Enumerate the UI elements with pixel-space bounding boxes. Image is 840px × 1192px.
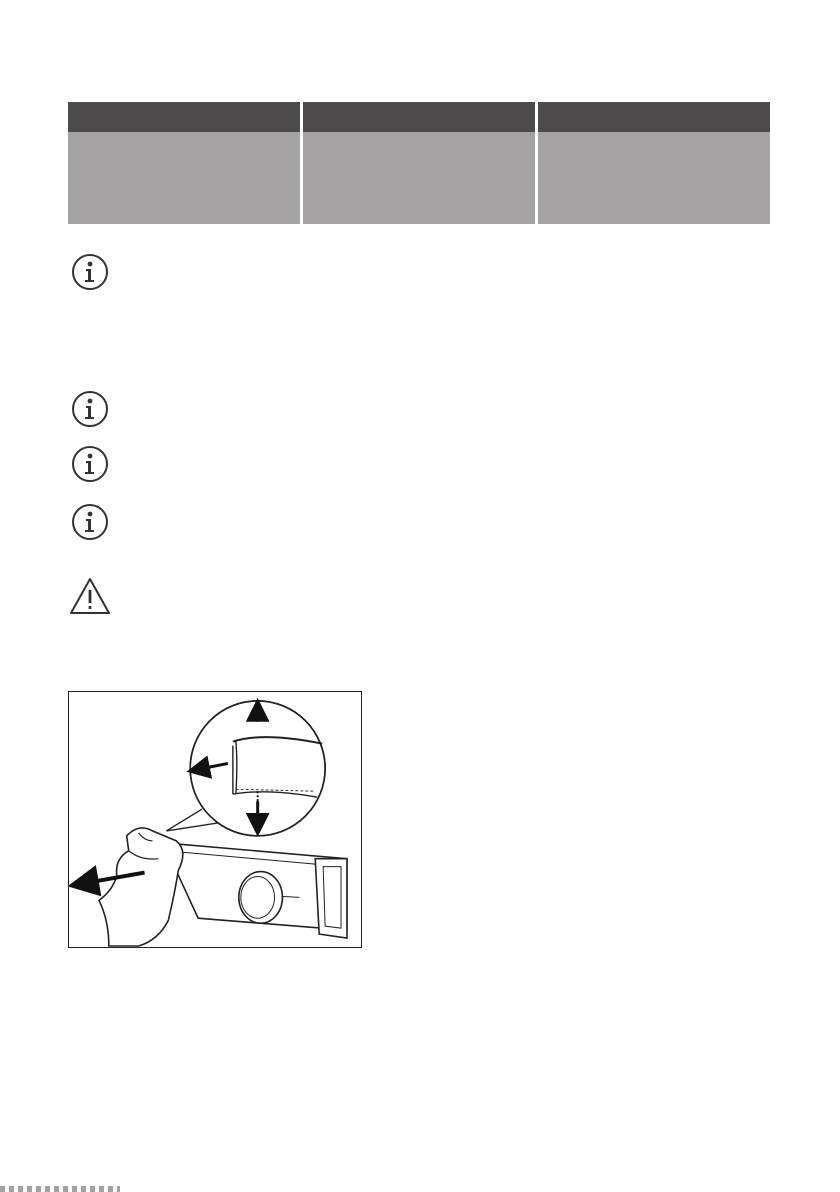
- table-cell: [68, 132, 300, 224]
- warning-icon: [68, 576, 112, 616]
- info-icon: [70, 444, 110, 484]
- data-table: [68, 102, 770, 224]
- page-edge-marks: [0, 1186, 120, 1192]
- table-row: [68, 132, 770, 224]
- table-cell: [303, 132, 535, 224]
- info-icon: [70, 502, 110, 542]
- table-cell: [538, 132, 770, 224]
- table-header-cell: [538, 102, 770, 132]
- shelf-removal-illustration: [68, 691, 362, 948]
- info-icon: [70, 389, 110, 429]
- table-header-cell: [303, 102, 535, 132]
- table-header-row: [68, 102, 770, 132]
- table-header-cell: [68, 102, 300, 132]
- info-icon: [70, 252, 110, 292]
